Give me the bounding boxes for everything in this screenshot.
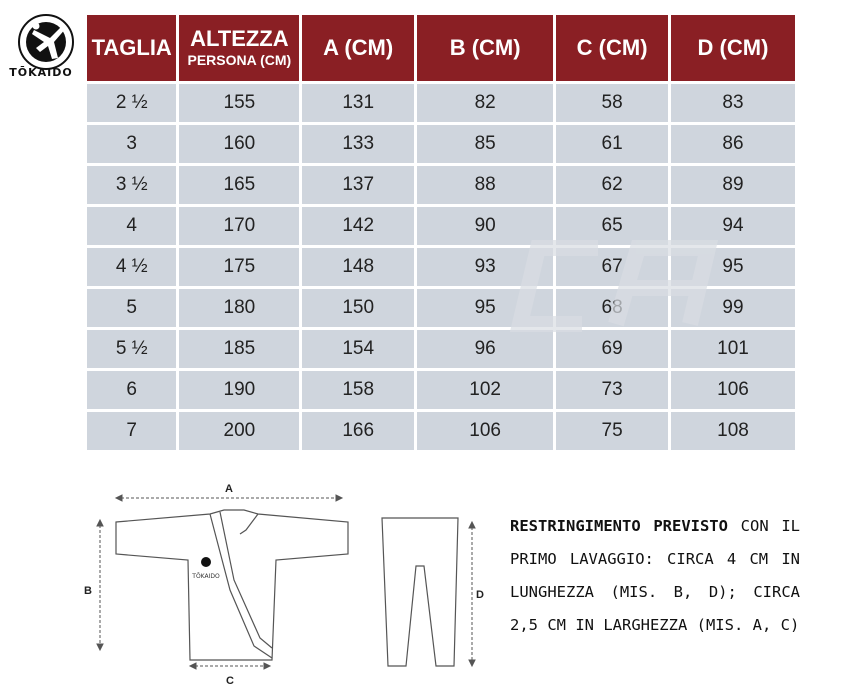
table-cell: 61 [556,125,668,163]
table-row [87,207,795,245]
table-cell: 95 [417,289,553,327]
brand-name: TŌKAIDO [9,66,73,79]
header-b: B (CM) [417,15,553,81]
table-cell: 85 [417,125,553,163]
table-cell: 106 [417,412,553,450]
table-cell: 170 [179,207,299,245]
table-cell: 86 [671,125,795,163]
table-cell: 69 [556,330,668,368]
table-cell: 4 [87,207,176,245]
table-row [87,289,795,327]
table-cell: 166 [302,412,414,450]
table-cell: 90 [417,207,553,245]
table-cell: 58 [556,84,668,122]
table-row [87,412,795,450]
table-cell: 160 [179,125,299,163]
table-cell: 148 [302,248,414,286]
label-c: C [226,675,234,687]
table-row [87,371,795,409]
table-cell: 150 [302,289,414,327]
shrinkage-note [510,510,800,642]
table-cell: 133 [302,125,414,163]
label-d: D [476,589,484,601]
label-a: A [225,483,233,495]
table-cell: 137 [302,166,414,204]
table-cell: 3 ½ [87,166,176,204]
table-cell: 4 ½ [87,248,176,286]
table-cell: 82 [417,84,553,122]
table-cell: 102 [417,371,553,409]
header-taglia: TAGLIA [87,15,176,81]
table-cell: 65 [556,207,668,245]
table-cell: 108 [671,412,795,450]
table-cell: 75 [556,412,668,450]
table-cell: 83 [671,84,795,122]
table-cell: 142 [302,207,414,245]
table-header-row [87,15,795,81]
table-cell: 180 [179,289,299,327]
table-cell: 101 [671,330,795,368]
header-d: D (CM) [671,15,795,81]
table-cell: 154 [302,330,414,368]
size-chart-table [84,12,798,453]
table-cell: 131 [302,84,414,122]
table-cell: 7 [87,412,176,450]
table-cell: 88 [417,166,553,204]
table-cell: 89 [671,166,795,204]
shrinkage-note-text: CON IL PRIMO LAVAGGIO: CIRCA 4 CM IN LUNGHEZZA (MIS. B, D); CIRCA 2,5 CM IN LARGHEZZA (MIS. A, C) [510,517,800,634]
jacket-logo: TŌKAIDO [192,573,220,580]
table-row [87,166,795,204]
header-altezza: ALTEZZA PERSONA (CM) [179,15,299,81]
table-cell: 5 [87,289,176,327]
table-cell: 165 [179,166,299,204]
table-cell: 3 [87,125,176,163]
table-cell: 96 [417,330,553,368]
table-cell: 67 [556,248,668,286]
table-row [87,248,795,286]
table-cell: 95 [671,248,795,286]
table-cell: 93 [417,248,553,286]
table-cell: 5 ½ [87,330,176,368]
table-row [87,330,795,368]
table-cell: 106 [671,371,795,409]
table-cell: 62 [556,166,668,204]
label-b: B [84,585,92,597]
table-row [87,84,795,122]
header-a: A (CM) [302,15,414,81]
shrinkage-note-title: RESTRINGIMENTO PREVISTO [510,517,728,535]
karate-kick-logo-icon [14,12,84,74]
table-cell: 73 [556,371,668,409]
table-cell: 99 [671,289,795,327]
table-cell: 68 [556,289,668,327]
table-cell: 158 [302,371,414,409]
header-c: C (CM) [556,15,668,81]
table-cell: 94 [671,207,795,245]
table-cell: 175 [179,248,299,286]
garment-measurement-diagram [80,470,500,695]
table-cell: 185 [179,330,299,368]
table-row [87,125,795,163]
table-cell: 200 [179,412,299,450]
table-cell: 6 [87,371,176,409]
table-cell: 155 [179,84,299,122]
table-cell: 190 [179,371,299,409]
table-cell: 2 ½ [87,84,176,122]
